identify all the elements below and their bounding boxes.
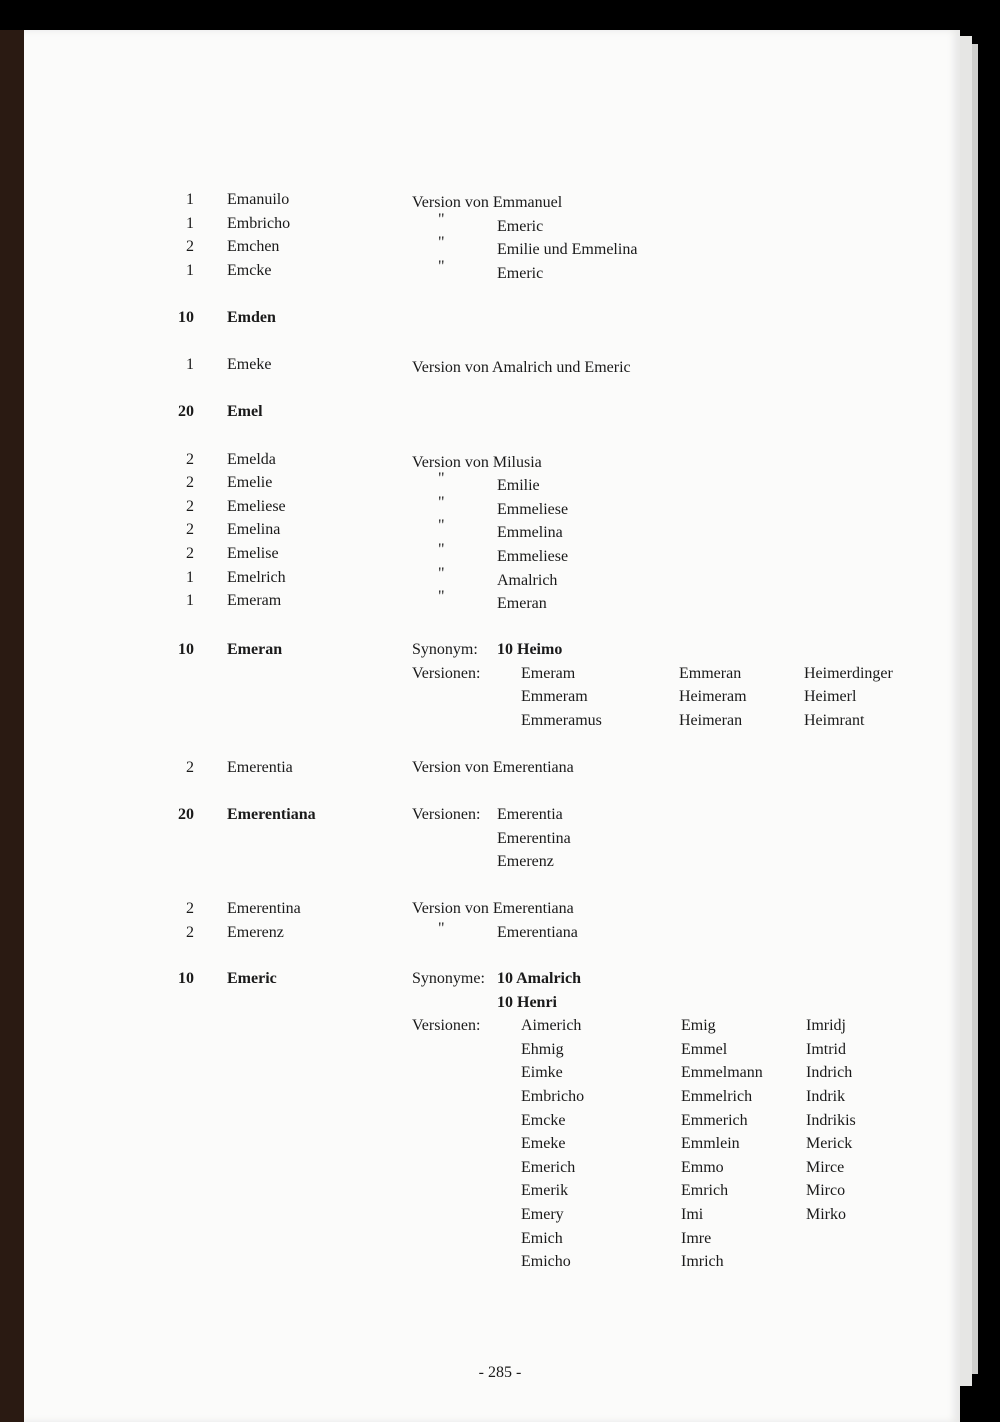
entry-frequency: 2 xyxy=(186,450,194,468)
ditto-mark: " xyxy=(438,564,445,582)
entry-name: Emeran xyxy=(227,641,283,658)
entry-reference: Emmeliese xyxy=(497,548,569,565)
version-name: Emmerich xyxy=(681,1111,748,1129)
version-name: Mirce xyxy=(806,1158,845,1176)
version-name: Emerenz xyxy=(497,853,554,871)
entry-frequency: 1 xyxy=(186,261,194,279)
entry-name: Emanuilo xyxy=(227,191,290,208)
version-name: Emmo xyxy=(681,1158,724,1176)
version-name: Emerik xyxy=(521,1182,569,1200)
version-name: Indrikis xyxy=(806,1111,856,1129)
version-name: Aimerich xyxy=(521,1017,582,1035)
version-name: Indrich xyxy=(806,1064,853,1082)
version-name: Imrich xyxy=(681,1253,724,1271)
entry-frequency: 20 xyxy=(178,403,194,421)
entry-frequency: 1 xyxy=(186,592,194,610)
version-name: Emmelrich xyxy=(681,1088,753,1105)
version-name: Emeram xyxy=(521,664,576,682)
page-number: - 285 - xyxy=(478,1364,522,1381)
versions-label: Versionen: xyxy=(412,1017,481,1035)
version-name: Imridj xyxy=(806,1017,846,1035)
version-name: Emich xyxy=(521,1229,563,1247)
synonym-label: Synonyme: xyxy=(412,970,485,987)
version-name: Emerich xyxy=(521,1158,576,1176)
version-name: Merick xyxy=(806,1135,853,1153)
version-name: Emmeramus xyxy=(521,711,602,729)
entry-reference: Emerentiana xyxy=(497,923,578,941)
ditto-mark: " xyxy=(438,493,445,511)
entry-relation: Version von Emerentiana xyxy=(412,759,574,776)
synonym-label: Synonym: xyxy=(412,641,478,658)
ditto-mark: " xyxy=(438,210,445,228)
version-name: Ehmig xyxy=(521,1040,564,1058)
version-name: Emcke xyxy=(521,1111,566,1129)
version-name: Emmel xyxy=(681,1040,728,1058)
versions-label: Versionen: xyxy=(412,664,481,682)
entry-frequency: 2 xyxy=(186,545,194,562)
entry-name: Emeram xyxy=(227,592,282,610)
version-name: Heimerl xyxy=(804,688,857,706)
entry-name: Emerenz xyxy=(227,923,284,941)
version-name: Imre xyxy=(681,1229,712,1247)
entry-frequency: 10 xyxy=(178,970,194,987)
version-name: Emicho xyxy=(521,1253,571,1271)
version-name: Indrik xyxy=(806,1088,846,1105)
version-name: Emrich xyxy=(681,1182,729,1200)
entry-name: Emelda xyxy=(227,450,276,468)
version-name: Embricho xyxy=(521,1088,585,1105)
ditto-mark: " xyxy=(438,257,445,275)
synonym-name: 10 Henri xyxy=(497,993,557,1011)
page-edge-shadow xyxy=(972,44,978,1374)
version-name: Emery xyxy=(521,1206,564,1223)
version-name: Emmlein xyxy=(681,1135,740,1153)
entry-frequency: 1 xyxy=(186,214,194,232)
version-name: Heimerdinger xyxy=(804,664,893,682)
entry-relation: Version von Amalrich und Emeric xyxy=(412,359,631,377)
entry-frequency: 2 xyxy=(186,759,194,776)
entry-reference: Emeran xyxy=(497,595,547,613)
version-name: Heimeran xyxy=(679,711,743,729)
version-name: Emmelmann xyxy=(681,1064,763,1082)
version-name: Eimke xyxy=(521,1064,563,1082)
version-name: Heimeram xyxy=(679,688,747,706)
entry-reference: Emilie und Emmelina xyxy=(497,241,638,259)
entry-frequency: 2 xyxy=(186,923,194,941)
entry-frequency: 1 xyxy=(186,191,194,208)
entry-name: Emeliese xyxy=(227,497,286,515)
entry-reference: Emmelina xyxy=(497,524,563,542)
version-name: Imi xyxy=(681,1206,704,1223)
entry-frequency: 10 xyxy=(178,309,194,326)
ditto-mark: " xyxy=(438,541,445,558)
entry-name: Emelina xyxy=(227,521,281,539)
version-name: Emmeram xyxy=(521,688,588,706)
entry-frequency: 10 xyxy=(178,641,194,658)
synonym-name: 10 Heimo xyxy=(497,641,563,658)
entry-relation: Version von Emerentiana xyxy=(412,900,574,917)
entry-relation: Version von Milusia xyxy=(412,453,542,471)
version-name: Emeke xyxy=(521,1135,566,1153)
version-name: Emig xyxy=(681,1017,716,1035)
version-name: Emerentia xyxy=(497,806,563,823)
version-name: Emerentina xyxy=(497,829,571,847)
entry-name: Emchen xyxy=(227,238,280,256)
version-name: Heimrant xyxy=(804,711,865,729)
entry-frequency: 1 xyxy=(186,356,194,374)
entry-frequency: 2 xyxy=(186,238,194,256)
entry-reference: Emeric xyxy=(497,264,544,282)
entry-frequency: 20 xyxy=(178,806,194,823)
entry-reference: Emeric xyxy=(497,217,544,235)
entry-relation: Version von Emmanuel xyxy=(412,194,563,211)
entry-frequency: 2 xyxy=(186,900,194,917)
book-spine xyxy=(0,30,24,1422)
version-name: Imtrid xyxy=(806,1040,846,1058)
page-edge xyxy=(960,36,972,1386)
entry-reference: Emmeliese xyxy=(497,500,569,518)
entry-name: Emcke xyxy=(227,261,272,279)
entry-frequency: 2 xyxy=(186,497,194,515)
entry-name: Emelie xyxy=(227,474,273,492)
versions-label: Versionen: xyxy=(412,806,481,823)
version-name: Emmeran xyxy=(679,664,742,682)
ditto-mark: " xyxy=(438,234,445,252)
entry-name: Emelise xyxy=(227,545,279,562)
entry-name: Emeric xyxy=(227,970,277,987)
entry-name: Embricho xyxy=(227,214,291,232)
ditto-mark: " xyxy=(438,470,445,488)
ditto-mark: " xyxy=(438,588,445,606)
ditto-mark: " xyxy=(438,517,445,535)
version-name: Mirko xyxy=(806,1206,846,1223)
entry-name: Emerentina xyxy=(227,900,301,917)
entry-name: Emden xyxy=(227,309,276,326)
entry-reference: Emilie xyxy=(497,477,540,495)
entry-name: Emerentiana xyxy=(227,806,316,823)
entry-name: Emelrich xyxy=(227,568,286,586)
entry-name: Emerentia xyxy=(227,759,293,776)
entry-frequency: 2 xyxy=(186,474,194,492)
entry-frequency: 1 xyxy=(186,568,194,586)
entry-reference: Amalrich xyxy=(497,571,558,589)
entry-name: Emel xyxy=(227,403,263,421)
synonym-name: 10 Amalrich xyxy=(497,970,581,987)
version-name: Mirco xyxy=(806,1182,846,1200)
entry-frequency: 2 xyxy=(186,521,194,539)
entry-name: Emeke xyxy=(227,356,272,374)
ditto-mark: " xyxy=(438,919,445,937)
